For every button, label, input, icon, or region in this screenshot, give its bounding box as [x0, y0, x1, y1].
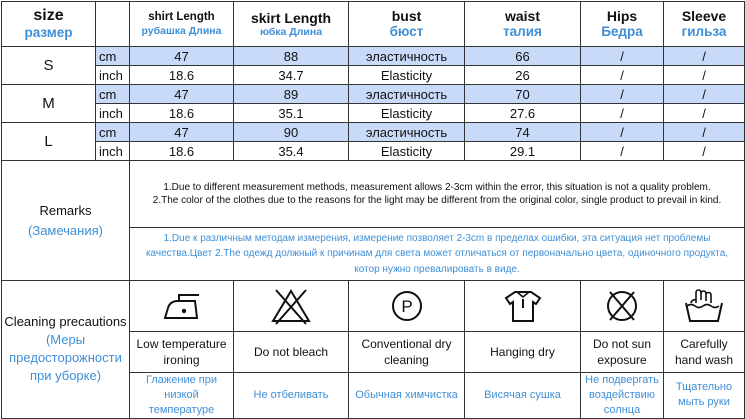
cleaning-label-en: Cleaning precautions	[4, 313, 127, 329]
size-label: M	[2, 85, 96, 123]
table-row	[2, 142, 745, 161]
hips-header	[581, 2, 664, 47]
unit-header	[96, 2, 130, 47]
remarks-row-en	[2, 161, 745, 228]
sleeve-value: /	[664, 142, 745, 161]
waist-value: 27.6	[465, 104, 581, 123]
skirt-value: 34.7	[234, 66, 349, 85]
cleaning-icons-row	[2, 281, 745, 332]
shirt-length-header	[130, 2, 234, 47]
hips-ru: Бедра	[601, 24, 643, 40]
skirt-value: 88	[234, 47, 349, 66]
hips-value: /	[581, 104, 664, 123]
bust-en: bust	[391, 8, 422, 25]
care-ru-text: Не отбеливать	[234, 373, 349, 419]
size-label: S	[2, 47, 96, 85]
skirt-length-ru: юбка Длина	[259, 26, 323, 39]
care-ru-text: Обычная химчистка	[349, 373, 465, 419]
shirt-value: 18.6	[130, 142, 234, 161]
table-row	[2, 66, 745, 85]
unit-cell: inch	[96, 104, 130, 123]
care-ru-text: Не подвергать воздействию солнца	[581, 373, 664, 419]
waist-value: 66	[465, 47, 581, 66]
waist-value: 74	[465, 123, 581, 142]
remarks-label	[2, 161, 130, 281]
skirt-value: 89	[234, 85, 349, 104]
skirt-length-header	[234, 2, 349, 47]
shirt-length-en: shirt Length	[148, 11, 215, 24]
waist-value: 26	[465, 66, 581, 85]
cleaning-label	[2, 281, 130, 419]
hand-wash-icon	[681, 286, 727, 326]
care-icon-cell	[581, 281, 664, 332]
sleeve-value: /	[664, 66, 745, 85]
hips-value: /	[581, 142, 664, 161]
bust-value: Elasticity	[349, 104, 465, 123]
remark-line-1: 1.Due to different measurement methods, measurement allows 2-3cm within the error, this situation is not a quality problem.	[163, 181, 711, 193]
care-icon-cell	[130, 281, 234, 332]
table-row	[2, 85, 745, 104]
waist-en: waist	[504, 8, 540, 25]
remarks-label-en: Remarks	[39, 203, 92, 218]
sleeve-value: /	[664, 104, 745, 123]
remarks-label-ru: (Замечания)	[28, 222, 103, 238]
waist-value: 70	[465, 85, 581, 104]
waist-header	[465, 2, 581, 47]
care-en-text: Conventional dry cleaning	[349, 332, 465, 373]
shirt-length-ru: рубашка Длина	[141, 24, 222, 37]
cleaning-label-ru: (Меры предосторожности при уборке)	[9, 332, 122, 384]
remarks-text-ru: 1.Due к различным методам измерения, измерение позволяет 2-3cm в пределах ошибки, эта ситуация нет проблемы качества.Цвет 2.The одежд должный к причинам для света может отличаться от первоначально цвета, одиночного продукта, котор нужно превалировать в виде.	[130, 228, 745, 281]
care-en-text: Do not sun exposure	[581, 332, 664, 373]
shirt-value: 47	[130, 85, 234, 104]
size-chart-table	[1, 1, 745, 419]
hips-value: /	[581, 47, 664, 66]
care-icon-cell	[465, 281, 581, 332]
sleeve-en: Sleeve	[681, 8, 727, 25]
size-label: L	[2, 123, 96, 161]
care-ru-text: Глажение при низкой температуре	[130, 373, 234, 419]
unit-cell: cm	[96, 85, 130, 104]
remark-line-2: 2.The color of the clothes due to the reasons for the light may be different from the original color, single product to prevail in kind.	[152, 195, 722, 206]
table-row	[2, 104, 745, 123]
care-en-text: Hanging dry	[465, 332, 581, 373]
hips-value: /	[581, 66, 664, 85]
shirt-value: 47	[130, 123, 234, 142]
no-sun-exposure-icon	[599, 286, 645, 326]
table-row	[2, 47, 745, 66]
bust-value: эластичность	[349, 123, 465, 142]
low-temperature-iron-icon	[159, 286, 205, 326]
care-ru-text: Тщательно мыть руки	[664, 373, 745, 419]
dry-clean-p-icon	[384, 286, 430, 326]
sleeve-ru: гильза	[681, 24, 727, 40]
care-en-text: Carefully hand wash	[664, 332, 745, 373]
unit-cell: cm	[96, 123, 130, 142]
sleeve-header	[664, 2, 745, 47]
bust-ru: бюст	[389, 24, 424, 40]
care-en-text: Do not bleach	[234, 332, 349, 373]
header-row	[2, 2, 745, 47]
sleeve-value: /	[664, 85, 745, 104]
bust-header	[349, 2, 465, 47]
svg-text:P: P	[400, 297, 413, 316]
skirt-length-en: skirt Length	[250, 9, 332, 26]
shirt-value: 47	[130, 47, 234, 66]
sleeve-value: /	[664, 47, 745, 66]
hips-en: Hips	[606, 8, 638, 25]
hips-value: /	[581, 123, 664, 142]
no-bleach-icon	[268, 286, 314, 326]
skirt-value: 35.1	[234, 104, 349, 123]
hanging-dry-icon	[500, 286, 546, 326]
unit-cell: inch	[96, 142, 130, 161]
bust-value: эластичность	[349, 85, 465, 104]
care-icon-cell	[349, 281, 465, 332]
shirt-value: 18.6	[130, 104, 234, 123]
care-icon-cell	[664, 281, 745, 332]
waist-value: 29.1	[465, 142, 581, 161]
unit-cell: inch	[96, 66, 130, 85]
care-en-text: Low temperature ironing	[130, 332, 234, 373]
unit-cell: cm	[96, 47, 130, 66]
remarks-text-en	[130, 161, 745, 228]
bust-value: эластичность	[349, 47, 465, 66]
bust-value: Elasticity	[349, 66, 465, 85]
sleeve-value: /	[664, 123, 745, 142]
hips-value: /	[581, 85, 664, 104]
size-header-ru: размер	[24, 25, 73, 41]
care-ru-text: Висячая сушка	[465, 373, 581, 419]
care-icon-cell	[234, 281, 349, 332]
size-header	[2, 2, 96, 47]
skirt-value: 90	[234, 123, 349, 142]
shirt-value: 18.6	[130, 66, 234, 85]
table-row	[2, 123, 745, 142]
skirt-value: 35.4	[234, 142, 349, 161]
bust-value: Elasticity	[349, 142, 465, 161]
size-header-en: size	[33, 7, 64, 25]
waist-ru: талия	[503, 24, 542, 40]
